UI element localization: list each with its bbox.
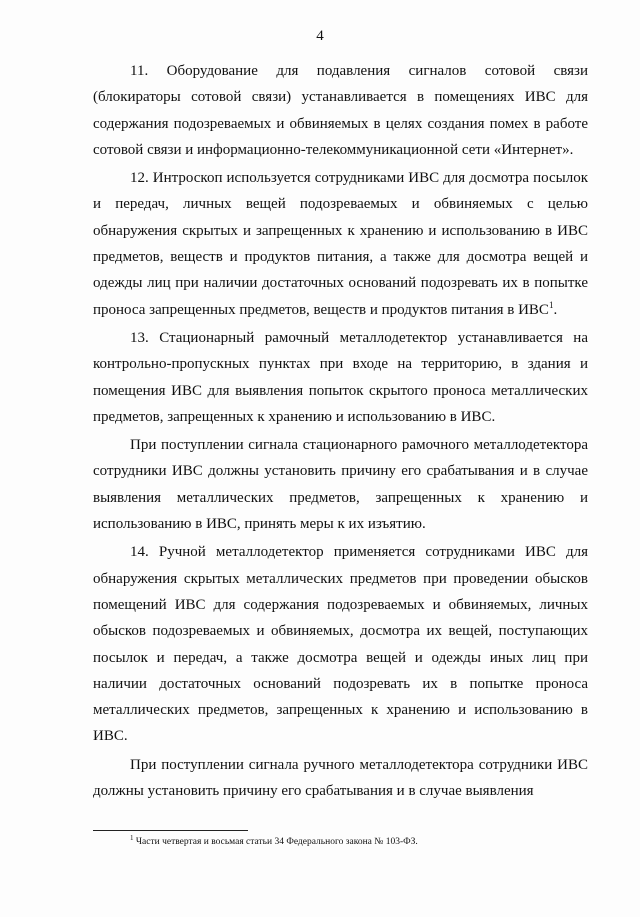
footnote-divider [93, 830, 248, 831]
paragraph-13: 13. Стационарный рамочный металлодетектор устанавливается на контрольно-пропускных пунктах при входе на территорию, в здания и помещения ИВС для выявления попыток скрытого проноса металлических предметов, запрещенных к хранению и использованию в ИВС. [93, 329, 588, 425]
paragraph-14-signal: При поступлении сигнала ручного металлодетектора сотрудники ИВС должны установить причину его срабатывания и в случае выявления [93, 756, 588, 800]
paragraph-12-text: 12. Интроскоп используется сотрудниками ИВС для досмотра посылок и передач, личных вещей подозреваемых и обвиняемых с целью обнаружения скрытых и запрещенных к хранению и использованию в ИВС предметов, веществ и продуктов питания, а также для досмотра вещей и одежды лиц при наличии достаточных оснований подозревать их в попытке проноса запрещенных предметов, веществ и продуктов питания в ИВС [93, 170, 588, 318]
paragraph-12 [93, 165, 588, 323]
footnote [130, 833, 418, 848]
paragraph-14: 14. Ручной металлодетектор применяется сотрудниками ИВС для обнаружения скрытых металлических предметов при проведении обысков помещений ИВС для содержания подозреваемых и обвиняемых, личных обысков подозреваемых и обвиняемых, досмотра их вещей, поступающих посылок и передач, а также досмотра вещей и одежды иных лиц при наличии достаточных оснований подозревать их в попытке проноса металлических предметов, запрещенных к хранению и использованию в ИВС. [93, 544, 588, 745]
footnote-text: Части четвертая и восьмая статьи 34 Федерального закона № 103-ФЗ. [135, 837, 418, 847]
footnote-marker: 1 [130, 833, 134, 842]
page-number: 4 [316, 28, 324, 44]
paragraph-11: 11. Оборудование для подавления сигналов сотовой связи (блокираторы сотовой связи) устанавливается в помещениях ИВС для содержания подозреваемых и обвиняемых в целях создания помех в работе сотовой связи и информационно-телекоммуникационной сети «Интернет». [93, 63, 588, 158]
paragraph-12-end: . [553, 301, 558, 318]
footnote-reference: 1 [548, 299, 554, 310]
paragraph-13-signal: При поступлении сигнала стационарного рамочного металлодетектора сотрудники ИВС должны установить причину его срабатывания и в случае выявления металлических предметов, запрещенных к хранению и использованию в ИВС, принять меры к их изъятию. [93, 437, 588, 533]
document-body [93, 58, 588, 804]
